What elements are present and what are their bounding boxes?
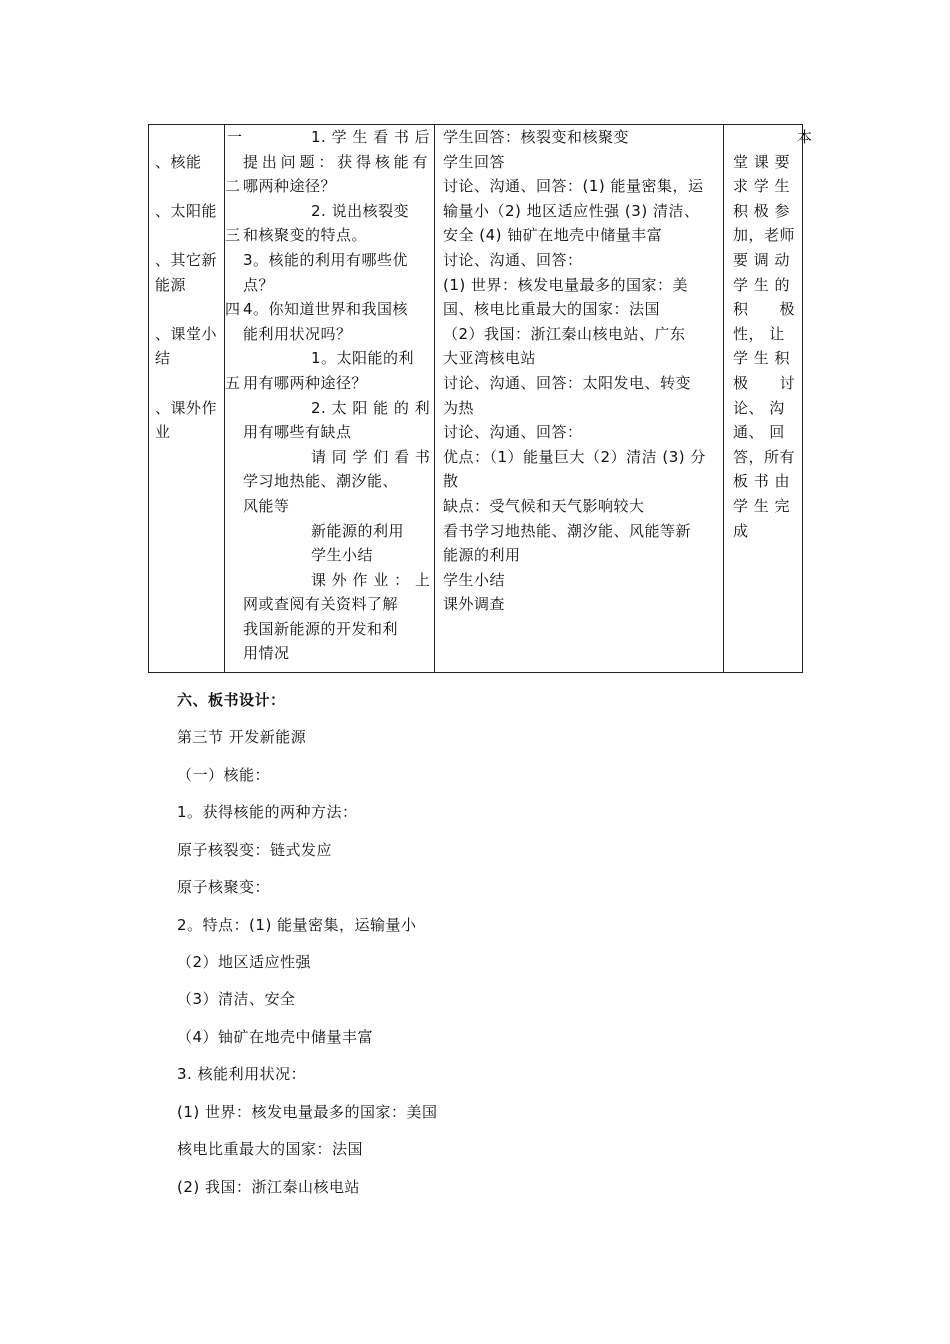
student-line: 大亚湾核电站 <box>443 349 537 368</box>
student-line: 学生小结 <box>443 570 506 589</box>
board-line: （2）地区适应性强 <box>177 953 312 971</box>
section-numeral: 一 <box>227 128 243 146</box>
column-divider <box>224 125 225 672</box>
teacher-line: 点？ <box>243 275 275 294</box>
teacher-line: 2. 太 阳 能 的 利 <box>311 398 431 417</box>
design-line: 论、 沟 <box>733 398 785 417</box>
student-line: 为热 <box>443 398 475 417</box>
teacher-column <box>243 125 431 666</box>
student-line: （2）我国：浙江秦山核电站、广东 <box>443 324 686 343</box>
topic-line: 结 <box>155 349 171 368</box>
design-line: 答，所有 <box>733 447 796 466</box>
design-line: 要 调 动 <box>733 250 791 269</box>
board-line: 核电比重最大的国家：法国 <box>177 1140 364 1158</box>
teacher-line: 课 外 作 业 ： 上 <box>311 570 431 589</box>
topic-line: 、太阳能 <box>155 201 218 220</box>
design-line: 积 极 参 <box>733 201 791 220</box>
topic-line: 、核能 <box>155 152 202 171</box>
teacher-line: 新能源的利用 <box>311 521 405 540</box>
design-line: 性， 让 <box>733 324 785 343</box>
student-line: 安全 (4) 铀矿在地壳中储量丰富 <box>443 226 663 245</box>
teacher-line: 能利用状况吗？ <box>243 324 352 343</box>
student-line: 讨论、沟通、回答： <box>443 423 583 442</box>
board-line: (2) 我国：浙江秦山核电站 <box>177 1178 361 1196</box>
design-line: 学 生 的 <box>733 275 791 294</box>
design-intent-overflow-char: 本 <box>797 128 813 146</box>
student-line: 课外调查 <box>443 595 506 614</box>
board-line: 第三节 开发新能源 <box>177 728 307 746</box>
student-line: 缺点：受气候和天气影响较大 <box>443 496 645 515</box>
teacher-line: 哪两种途径？ <box>243 177 337 196</box>
board-line: （一）核能： <box>177 766 271 784</box>
board-line: 1。获得核能的两种方法： <box>177 803 358 821</box>
topic-column <box>155 125 223 445</box>
teacher-line: 和核聚变的特点。 <box>243 226 368 245</box>
design-line: 学 生 积 <box>733 349 791 368</box>
topic-line: 、课堂小 <box>155 324 218 343</box>
board-line: （4）铀矿在地壳中储量丰富 <box>177 1028 374 1046</box>
board-line: 3. 核能利用状况： <box>177 1065 307 1083</box>
design-line: 堂 课 要 <box>733 152 791 171</box>
teacher-line: 网或查阅有关资料了解 <box>243 595 399 614</box>
teacher-line: 学习地热能、潮汐能、 <box>243 472 399 491</box>
student-line: 能源的利用 <box>443 546 521 565</box>
lesson-table <box>148 124 813 673</box>
design-line: 加，老师 <box>733 226 796 245</box>
teacher-line: 学生小结 <box>311 546 374 565</box>
student-line: 学生回答 <box>443 152 506 171</box>
design-line: 极 讨 <box>733 373 796 392</box>
student-line: (1) 世界：核发电量最多的国家：美 <box>443 275 689 294</box>
design-line: 学 生 完 <box>733 496 791 515</box>
student-line: 散 <box>443 472 459 491</box>
section-heading: 六、板书设计： <box>177 691 286 709</box>
section-numeral: 三 <box>225 226 241 244</box>
teacher-line: 4。你知道世界和我国核 <box>243 300 409 319</box>
board-line: 2。特点：(1) 能量密集，运输量小 <box>177 916 417 934</box>
topic-line: 、其它新 <box>155 250 218 269</box>
teacher-line: 我国新能源的开发和利 <box>243 619 399 638</box>
teacher-line: 3。核能的利用有哪些优 <box>243 250 409 269</box>
student-line: 讨论、沟通、回答：太阳发电、转变 <box>443 373 692 392</box>
design-line: 成 <box>733 521 749 540</box>
section-numeral: 四 <box>225 300 241 318</box>
teacher-line: 请 同 学 们 看 书 <box>311 447 431 466</box>
student-line: 国、核电比重最大的国家：法国 <box>443 300 661 319</box>
teacher-line: 2. 说出核裂变 <box>311 201 410 220</box>
topic-line: 业 <box>155 423 171 442</box>
topic-line: 能源 <box>155 275 187 294</box>
section-numeral: 二 <box>225 177 241 195</box>
design-line: 通、 回 <box>733 423 785 442</box>
student-line: 看书学习地热能、潮汐能、风能等新 <box>443 521 692 540</box>
teacher-line: 用情况 <box>243 644 290 663</box>
board-line: 原子核裂变：链式发应 <box>177 841 333 859</box>
board-line: （3）清洁、安全 <box>177 990 296 1008</box>
column-divider <box>723 125 724 672</box>
column-divider <box>434 125 435 672</box>
design-line: 板 书 由 <box>733 472 791 491</box>
student-line: 学生回答：核裂变和核聚变 <box>443 128 630 146</box>
teacher-line: 风能等 <box>243 496 290 515</box>
section-numeral: 五 <box>225 374 241 392</box>
student-column <box>443 125 721 617</box>
design-line: 求 学 生 <box>733 177 791 196</box>
teacher-line: 用有哪些有缺点 <box>243 423 352 442</box>
design-intent-column <box>733 125 797 543</box>
student-line: 输量小（2) 地区适应性强 (3) 清洁、 <box>443 201 700 220</box>
design-line: 积 极 <box>733 300 796 319</box>
topic-line: 、课外作 <box>155 398 218 417</box>
teacher-line: 1. 学 生 看 书 后 <box>311 128 431 146</box>
board-line: 原子核聚变： <box>177 878 271 896</box>
student-line: 优点：（1）能量巨大（2）清洁 (3) 分 <box>443 447 706 466</box>
teacher-line: 用有哪两种途径？ <box>243 373 368 392</box>
student-line: 讨论、沟通、回答：(1) 能量密集，运 <box>443 177 704 196</box>
student-line: 讨论、沟通、回答： <box>443 250 583 269</box>
teacher-line: 提出问题：获得核能有 <box>243 152 428 171</box>
board-line: (1) 世界：核发电量最多的国家：美国 <box>177 1103 438 1121</box>
teacher-line: 1。太阳能的利 <box>311 349 415 368</box>
